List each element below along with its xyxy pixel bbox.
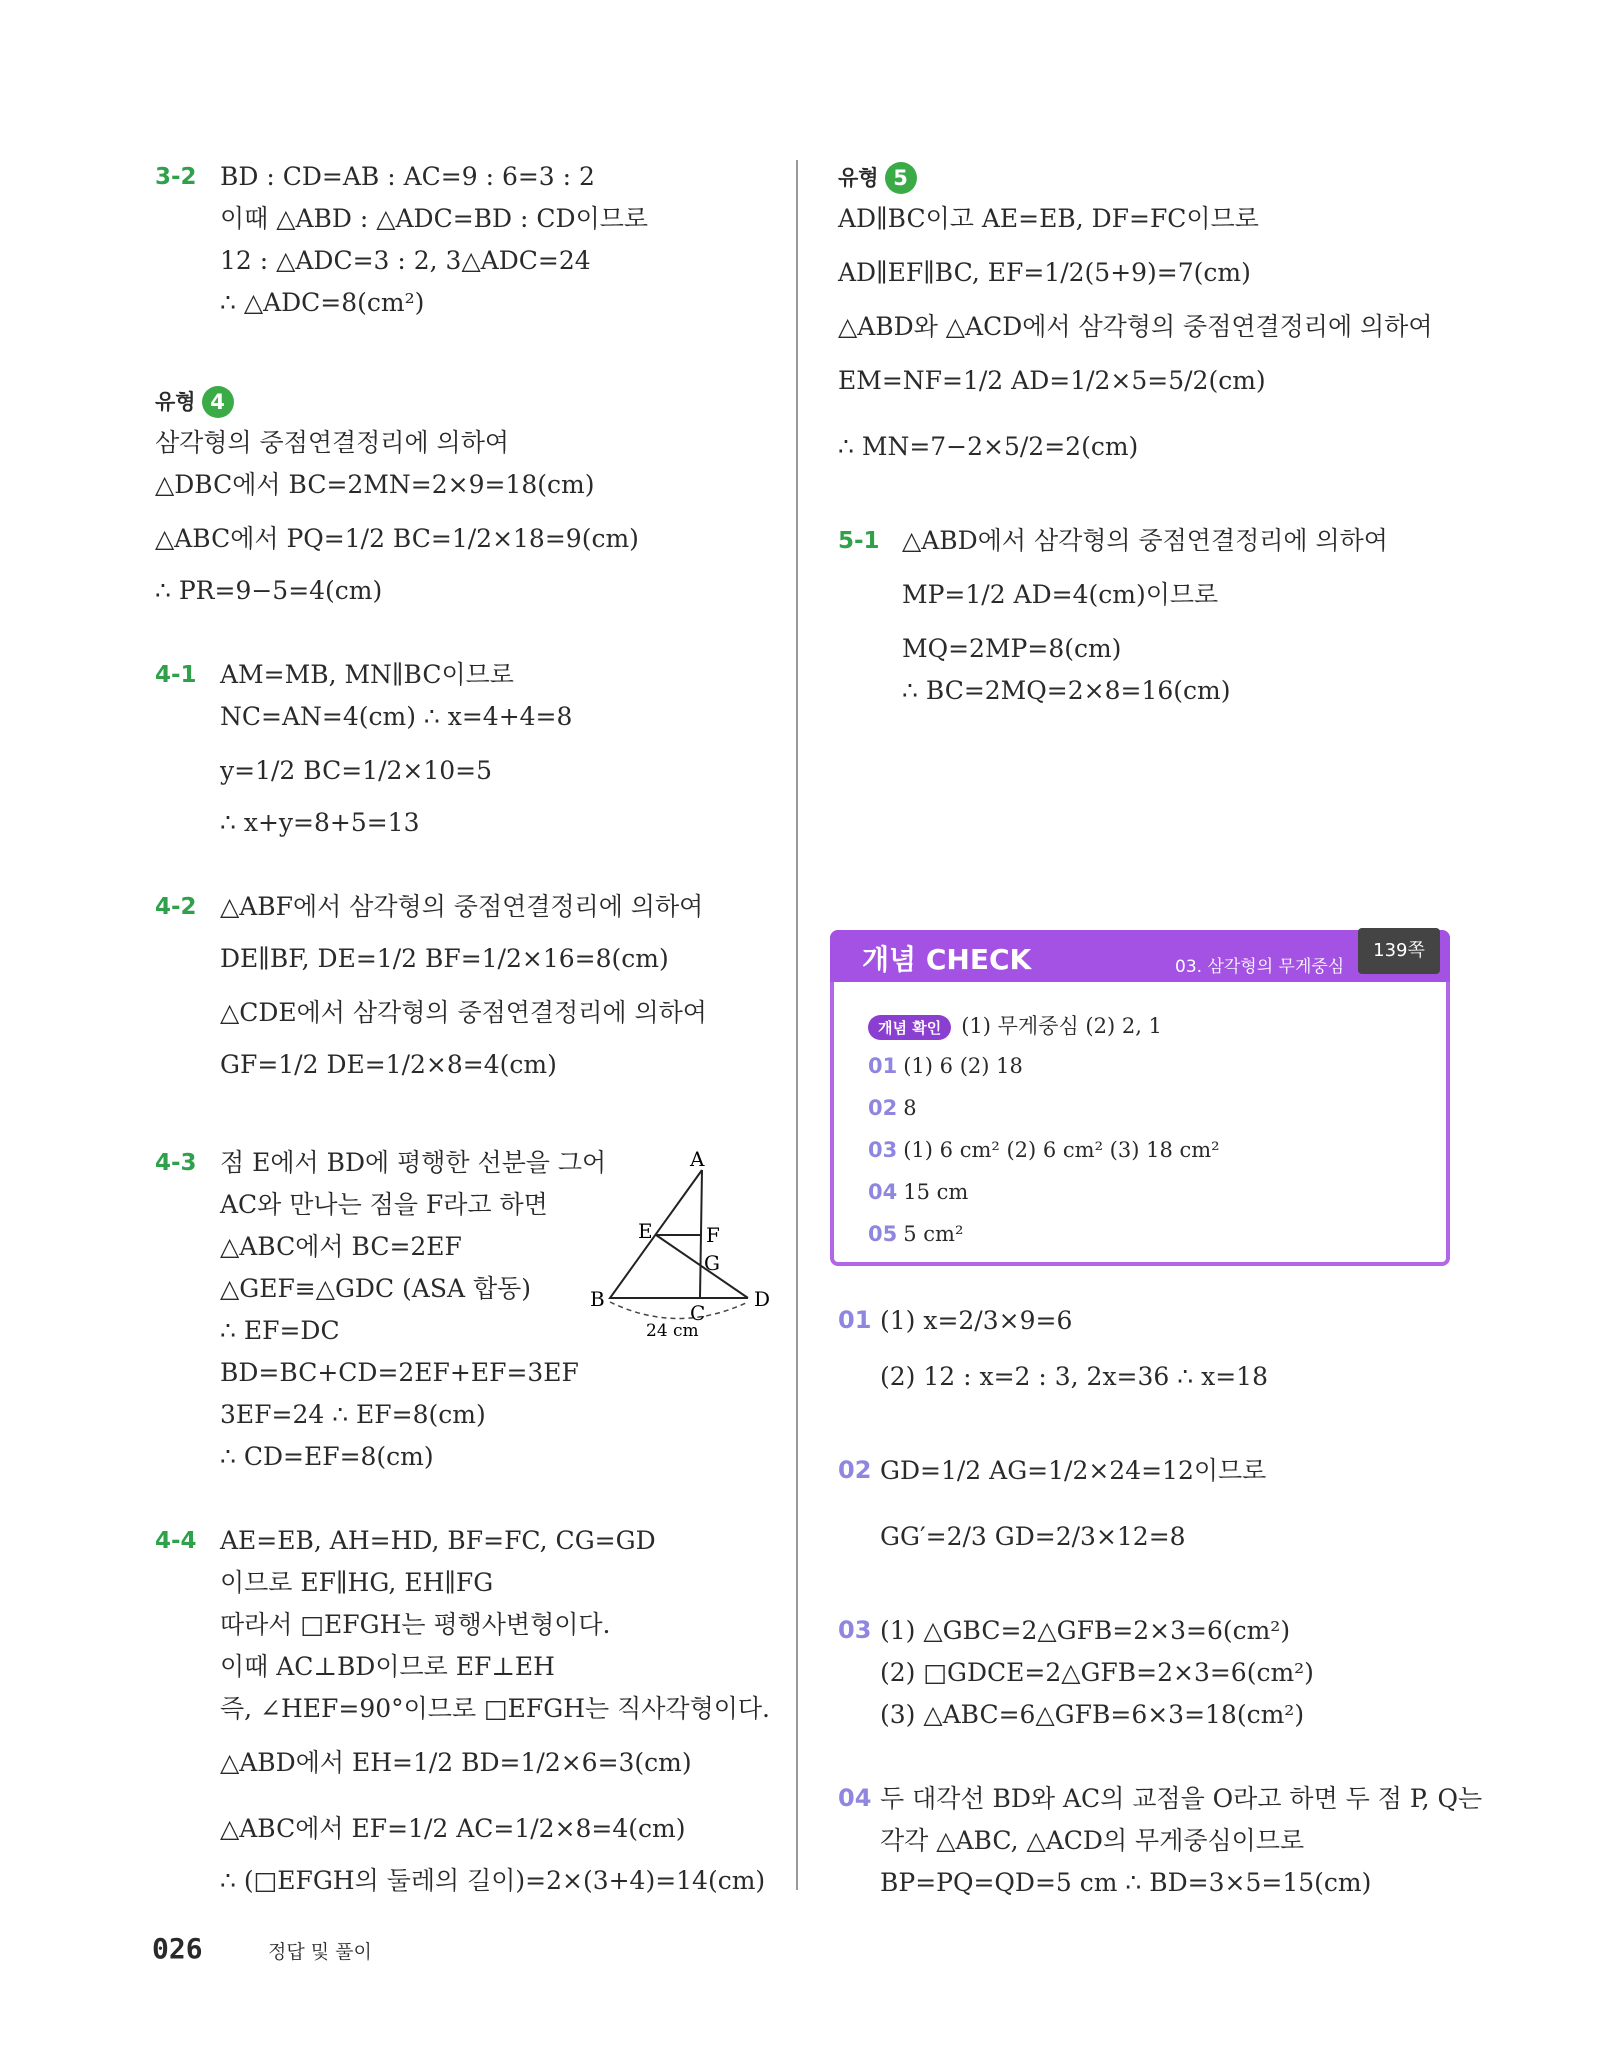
- check-item-text: 15 cm: [903, 1180, 969, 1204]
- line: △ABF에서 삼각형의 중점연결정리에 의하여: [220, 892, 704, 921]
- line: 점 E에서 BD에 평행한 선분을 그어: [220, 1148, 607, 1177]
- concept-check-title: 개념 CHECK: [862, 943, 1032, 976]
- point-d: D: [754, 1287, 771, 1311]
- length-arc: [610, 1302, 748, 1319]
- line: BP=PQ=QD=5 cm ∴ BD=3×5=15(cm): [880, 1868, 1372, 1897]
- page-number: 026: [152, 1932, 203, 1965]
- check-item-number: 04: [868, 1180, 898, 1204]
- line: (2) 12 : x=2 : 3, 2x=36 ∴ x=18: [880, 1362, 1268, 1391]
- line: ∴ MN=7−2×5/2=2(cm): [838, 432, 1139, 461]
- type-heading-5: [838, 162, 917, 194]
- line: 12 : △ADC=3 : 2, 3△ADC=24: [220, 246, 591, 275]
- segment-ed: [656, 1235, 748, 1298]
- check-item-number: 01: [868, 1054, 898, 1078]
- line: EM=NF=1/2 AD=1/2×5=5/2(cm): [838, 366, 1266, 395]
- type-label: 유형: [838, 166, 879, 190]
- check-item-number: 02: [868, 1096, 898, 1120]
- line: ∴ CD=EF=8(cm): [220, 1442, 434, 1471]
- concept-pill: 개념 확인: [868, 1015, 951, 1040]
- point-g: G: [704, 1251, 720, 1275]
- line: △ABC에서 BC=2EF: [220, 1232, 462, 1261]
- label-4-1: 4-1: [155, 662, 197, 688]
- check-item: [868, 1180, 968, 1204]
- type-number-badge: 4: [202, 386, 234, 418]
- check-item: [868, 1096, 917, 1120]
- line: 두 대각선 BD와 AC의 교점을 O라고 하면 두 점 P, Q는: [880, 1784, 1483, 1813]
- line: △GEF≡△GDC (ASA 합동): [220, 1274, 532, 1303]
- line: ∴ (□EFGH의 둘레의 길이)=2×(3+4)=14(cm): [220, 1866, 766, 1895]
- point-f: F: [706, 1223, 720, 1247]
- line: (3) △ABC=6△GFB=6×3=18(cm²): [880, 1700, 1305, 1729]
- check-item-text: (1) 6 (2) 18: [903, 1054, 1023, 1078]
- point-b: B: [590, 1287, 605, 1311]
- line: MP=1/2 AD=4(cm)이므로: [902, 580, 1219, 609]
- line: △ABC에서 EF=1/2 AC=1/2×8=4(cm): [220, 1814, 686, 1843]
- line: NC=AN=4(cm) ∴ x=4+4=8: [220, 702, 573, 731]
- line: AC와 만나는 점을 F라고 하면: [220, 1190, 548, 1219]
- line: ∴ EF=DC: [220, 1316, 340, 1345]
- line: DE∥BF, DE=1/2 BF=1/2×16=8(cm): [220, 944, 669, 973]
- check-item: [868, 1054, 1023, 1078]
- length-label: 24 cm: [646, 1321, 699, 1341]
- line: 각각 △ABC, △ACD의 무게중심이므로: [880, 1826, 1305, 1855]
- line: 삼각형의 중점연결정리에 의하여: [155, 428, 509, 457]
- check-item-text: 8: [903, 1096, 917, 1120]
- line: y=1/2 BC=1/2×10=5: [220, 756, 493, 785]
- type-number-badge: 5: [885, 162, 917, 194]
- line: △ABC에서 PQ=1/2 BC=1/2×18=9(cm): [155, 524, 639, 553]
- label-3-2: 3-2: [155, 164, 197, 190]
- label-5-1: 5-1: [838, 528, 880, 554]
- line: BD=BC+CD=2EF+EF=3EF: [220, 1358, 579, 1387]
- check-item-number: 05: [868, 1222, 898, 1246]
- line: AM=MB, MN∥BC이므로: [220, 660, 514, 689]
- line: GF=1/2 DE=1/2×8=4(cm): [220, 1050, 557, 1079]
- label-4-3: 4-3: [155, 1150, 197, 1176]
- concept-line: [868, 1010, 1162, 1040]
- line: △ABD에서 삼각형의 중점연결정리에 의하여: [902, 526, 1388, 555]
- line: 3EF=24 ∴ EF=8(cm): [220, 1400, 486, 1429]
- line: △ABD에서 EH=1/2 BD=1/2×6=3(cm): [220, 1748, 692, 1777]
- line: △DBC에서 BC=2MN=2×9=18(cm): [155, 470, 595, 499]
- footer-title: 정답 및 풀이: [268, 1941, 372, 1963]
- line: △CDE에서 삼각형의 중점연결정리에 의하여: [220, 998, 707, 1027]
- label-4-2: 4-2: [155, 894, 197, 920]
- line: MQ=2MP=8(cm): [902, 634, 1122, 663]
- line: (1) x=2/3×9=6: [880, 1306, 1073, 1335]
- concept-answer: (1) 무게중심 (2) 2, 1: [961, 1014, 1162, 1038]
- check-item-number: 03: [868, 1138, 898, 1162]
- check-item: [868, 1222, 963, 1246]
- line: GG′=2/3 GD=2/3×12=8: [880, 1522, 1186, 1551]
- column-divider: [796, 160, 798, 1890]
- line: ∴ △ADC=8(cm²): [220, 288, 425, 317]
- line: (2) □GDCE=2△GFB=2×3=6(cm²): [880, 1658, 1314, 1687]
- check-item-text: 5 cm²: [903, 1222, 964, 1246]
- page-reference-tab: 139쪽: [1358, 928, 1440, 974]
- line: 따라서 □EFGH는 평행사변형이다.: [220, 1610, 611, 1639]
- line: GD=1/2 AG=1/2×24=12이므로: [880, 1456, 1267, 1485]
- line: BD : CD=AB : AC=9 : 6=3 : 2: [220, 162, 595, 191]
- line: 이때 △ABD : △ADC=BD : CD이므로: [220, 204, 649, 233]
- line: 즉, ∠HEF=90°이므로 □EFGH는 직사각형이다.: [220, 1694, 770, 1723]
- line: ∴ PR=9−5=4(cm): [155, 576, 383, 605]
- problem-number: 04: [838, 1784, 872, 1812]
- point-c: C: [690, 1301, 706, 1325]
- line: ∴ x+y=8+5=13: [220, 808, 420, 837]
- line: AE=EB, AH=HD, BF=FC, CG=GD: [220, 1526, 656, 1555]
- problem-number: 01: [838, 1306, 872, 1334]
- line: △ABD와 △ACD에서 삼각형의 중점연결정리에 의하여: [838, 312, 1433, 341]
- line: AD∥EF∥BC, EF=1/2(5+9)=7(cm): [838, 258, 1251, 287]
- check-item: [868, 1138, 1220, 1162]
- concept-check-subtitle: 03. 삼각형의 무게중심: [1175, 957, 1345, 977]
- type-label: 유형: [155, 390, 196, 414]
- triangle-figure: [578, 1150, 778, 1350]
- point-a: A: [690, 1150, 705, 1171]
- line: (1) △GBC=2△GFB=2×3=6(cm²): [880, 1616, 1291, 1645]
- label-4-4: 4-4: [155, 1528, 197, 1554]
- point-e: E: [638, 1219, 653, 1243]
- line: ∴ BC=2MQ=2×8=16(cm): [902, 676, 1231, 705]
- problem-number: 03: [838, 1616, 872, 1644]
- check-item-text: (1) 6 cm² (2) 6 cm² (3) 18 cm²: [903, 1138, 1220, 1162]
- problem-number: 02: [838, 1456, 872, 1484]
- type-heading-4: [155, 386, 234, 418]
- line: 이므로 EF∥HG, EH∥FG: [220, 1568, 494, 1597]
- line: 이때 AC⊥BD이므로 EF⊥EH: [220, 1652, 555, 1681]
- line: AD∥BC이고 AE=EB, DF=FC이므로: [838, 204, 1259, 233]
